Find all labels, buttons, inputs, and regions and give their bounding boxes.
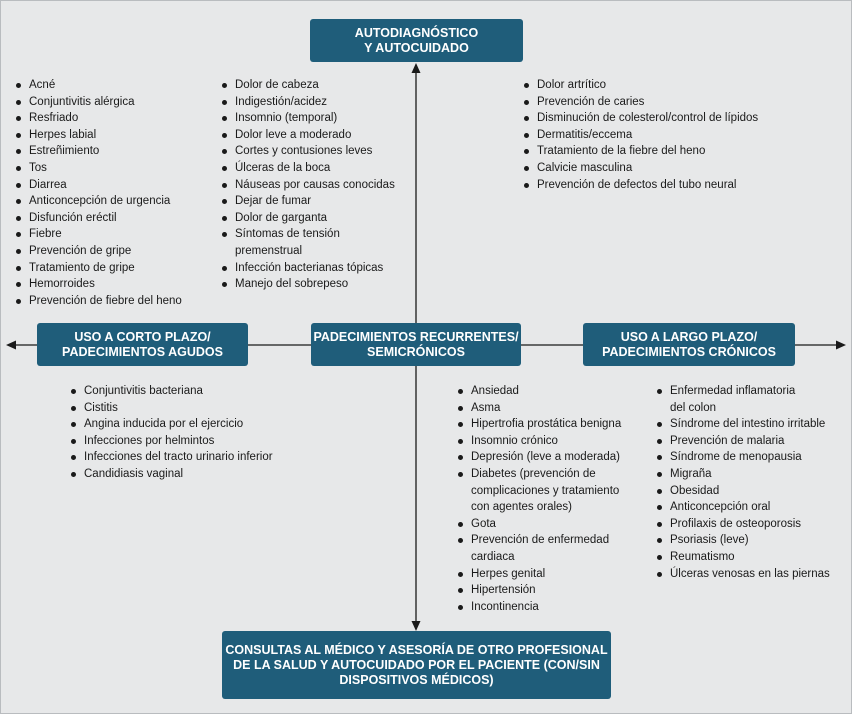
box-line: CONSULTAS AL MÉDICO Y ASESORÍA DE OTRO PROFESIONAL (225, 642, 608, 657)
list-item: Prevención de fiebre del heno (15, 293, 182, 310)
list-item: Anticoncepción de urgencia (15, 193, 182, 210)
box-uso-largo-plazo (583, 323, 795, 366)
list-item: Náuseas por causas conocidas (221, 177, 395, 194)
list-item: Tratamiento de gripe (15, 260, 182, 277)
list-top-left-2 (221, 77, 395, 293)
list-item: Gota (457, 516, 621, 533)
list-item: Prevención de caries (523, 94, 758, 111)
arrow-up-icon (412, 63, 421, 73)
list-item: Prevención de malaria (656, 433, 830, 450)
box-uso-corto-plazo (37, 323, 248, 366)
list-item: Enfermedad inflamatoria del colon (656, 383, 830, 416)
list-item: Síndrome del intestino irritable (656, 416, 830, 433)
list-item: Dolor artrítico (523, 77, 758, 94)
list-item: Disfunción eréctil (15, 210, 182, 227)
list-item: Manejo del sobrepeso (221, 276, 395, 293)
list-item: Resfriado (15, 110, 182, 127)
list-item: Prevención de enfermedad cardiaca (457, 532, 621, 565)
box-line: PADECIMIENTOS CRÓNICOS (602, 344, 776, 359)
list-item: Conjuntivitis bacteriana (70, 383, 273, 400)
list-item: Infección bacterianas tópicas (221, 260, 395, 277)
list-item: Infecciones por helmintos (70, 433, 273, 450)
list-item: Fiebre (15, 226, 182, 243)
list-item: Migraña (656, 466, 830, 483)
box-line: DISPOSITIVOS MÉDICOS) (339, 672, 494, 687)
list-item: Dolor de cabeza (221, 77, 395, 94)
list-item: Angina inducida por el ejercicio (70, 416, 273, 433)
list-item: Síndrome de menopausia (656, 449, 830, 466)
list-item: Herpes labial (15, 127, 182, 144)
box-line: DE LA SALUD Y AUTOCUIDADO POR EL PACIENTE (CON/SIN (233, 657, 600, 672)
list-item: Herpes genital (457, 566, 621, 583)
box-autodiagnostico (310, 19, 523, 62)
list-item: Depresión (leve a moderada) (457, 449, 621, 466)
list-item: Prevención de defectos del tubo neural (523, 177, 758, 194)
box-line: USO A LARGO PLAZO/ (620, 329, 758, 344)
list-item: Diabetes (prevención de complicaciones y tratamiento con agentes orales) (457, 466, 621, 516)
list-item: Cistitis (70, 400, 273, 417)
list-bottom-right (656, 383, 830, 582)
box-line: PADECIMIENTOS RECURRENTES/ (313, 329, 519, 344)
list-item: Diarrea (15, 177, 182, 194)
list-item: Úlceras de la boca (221, 160, 395, 177)
list-item: Tratamiento de la fiebre del heno (523, 143, 758, 160)
list-item: Insomnio (temporal) (221, 110, 395, 127)
list-item: Insomnio crónico (457, 433, 621, 450)
list-item: Candidiasis vaginal (70, 466, 273, 483)
list-item: Ansiedad (457, 383, 621, 400)
list-item: Anticoncepción oral (656, 499, 830, 516)
box-line: AUTODIAGNÓSTICO (354, 25, 479, 40)
list-item: Dolor leve a moderado (221, 127, 395, 144)
list-item: Cortes y contusiones leves (221, 143, 395, 160)
list-item: Úlceras venosas en las piernas (656, 566, 830, 583)
list-item: Hipertensión (457, 582, 621, 599)
list-item: Incontinencia (457, 599, 621, 616)
box-padecimientos-recurrentes (311, 323, 521, 366)
list-item: Reumatismo (656, 549, 830, 566)
box-line: USO A CORTO PLAZO/ (74, 329, 211, 344)
list-item: Psoriasis (leve) (656, 532, 830, 549)
box-line: PADECIMIENTOS AGUDOS (62, 344, 223, 359)
arrow-right-icon (836, 341, 846, 350)
arrow-left-icon (6, 341, 16, 350)
list-item: Indigestión/acidez (221, 94, 395, 111)
list-item: Disminución de colesterol/control de lípidos (523, 110, 758, 127)
list-item: Dolor de garganta (221, 210, 395, 227)
box-line: SEMICRÓNICOS (367, 344, 465, 359)
list-item: Dejar de fumar (221, 193, 395, 210)
list-item: Obesidad (656, 483, 830, 500)
list-item: Acné (15, 77, 182, 94)
list-item: Infecciones del tracto urinario inferior (70, 449, 273, 466)
list-top-right (523, 77, 758, 193)
list-item: Conjuntivitis alérgica (15, 94, 182, 111)
list-item: Dermatitis/eccema (523, 127, 758, 144)
list-item: Asma (457, 400, 621, 417)
list-bottom-center (457, 383, 621, 615)
list-bottom-left (70, 383, 273, 483)
list-item: Hipertrofia prostática benigna (457, 416, 621, 433)
list-item: Profilaxis de osteoporosis (656, 516, 830, 533)
list-item: Síntomas de tensión premenstrual (221, 226, 395, 259)
box-line: Y AUTOCUIDADO (364, 40, 469, 55)
list-top-left-1 (15, 77, 182, 309)
list-item: Hemorroides (15, 276, 182, 293)
arrow-down-icon (412, 621, 421, 631)
list-item: Tos (15, 160, 182, 177)
list-item: Prevención de gripe (15, 243, 182, 260)
list-item: Estreñimiento (15, 143, 182, 160)
box-consultas-medico (222, 631, 611, 699)
list-item: Calvicie masculina (523, 160, 758, 177)
